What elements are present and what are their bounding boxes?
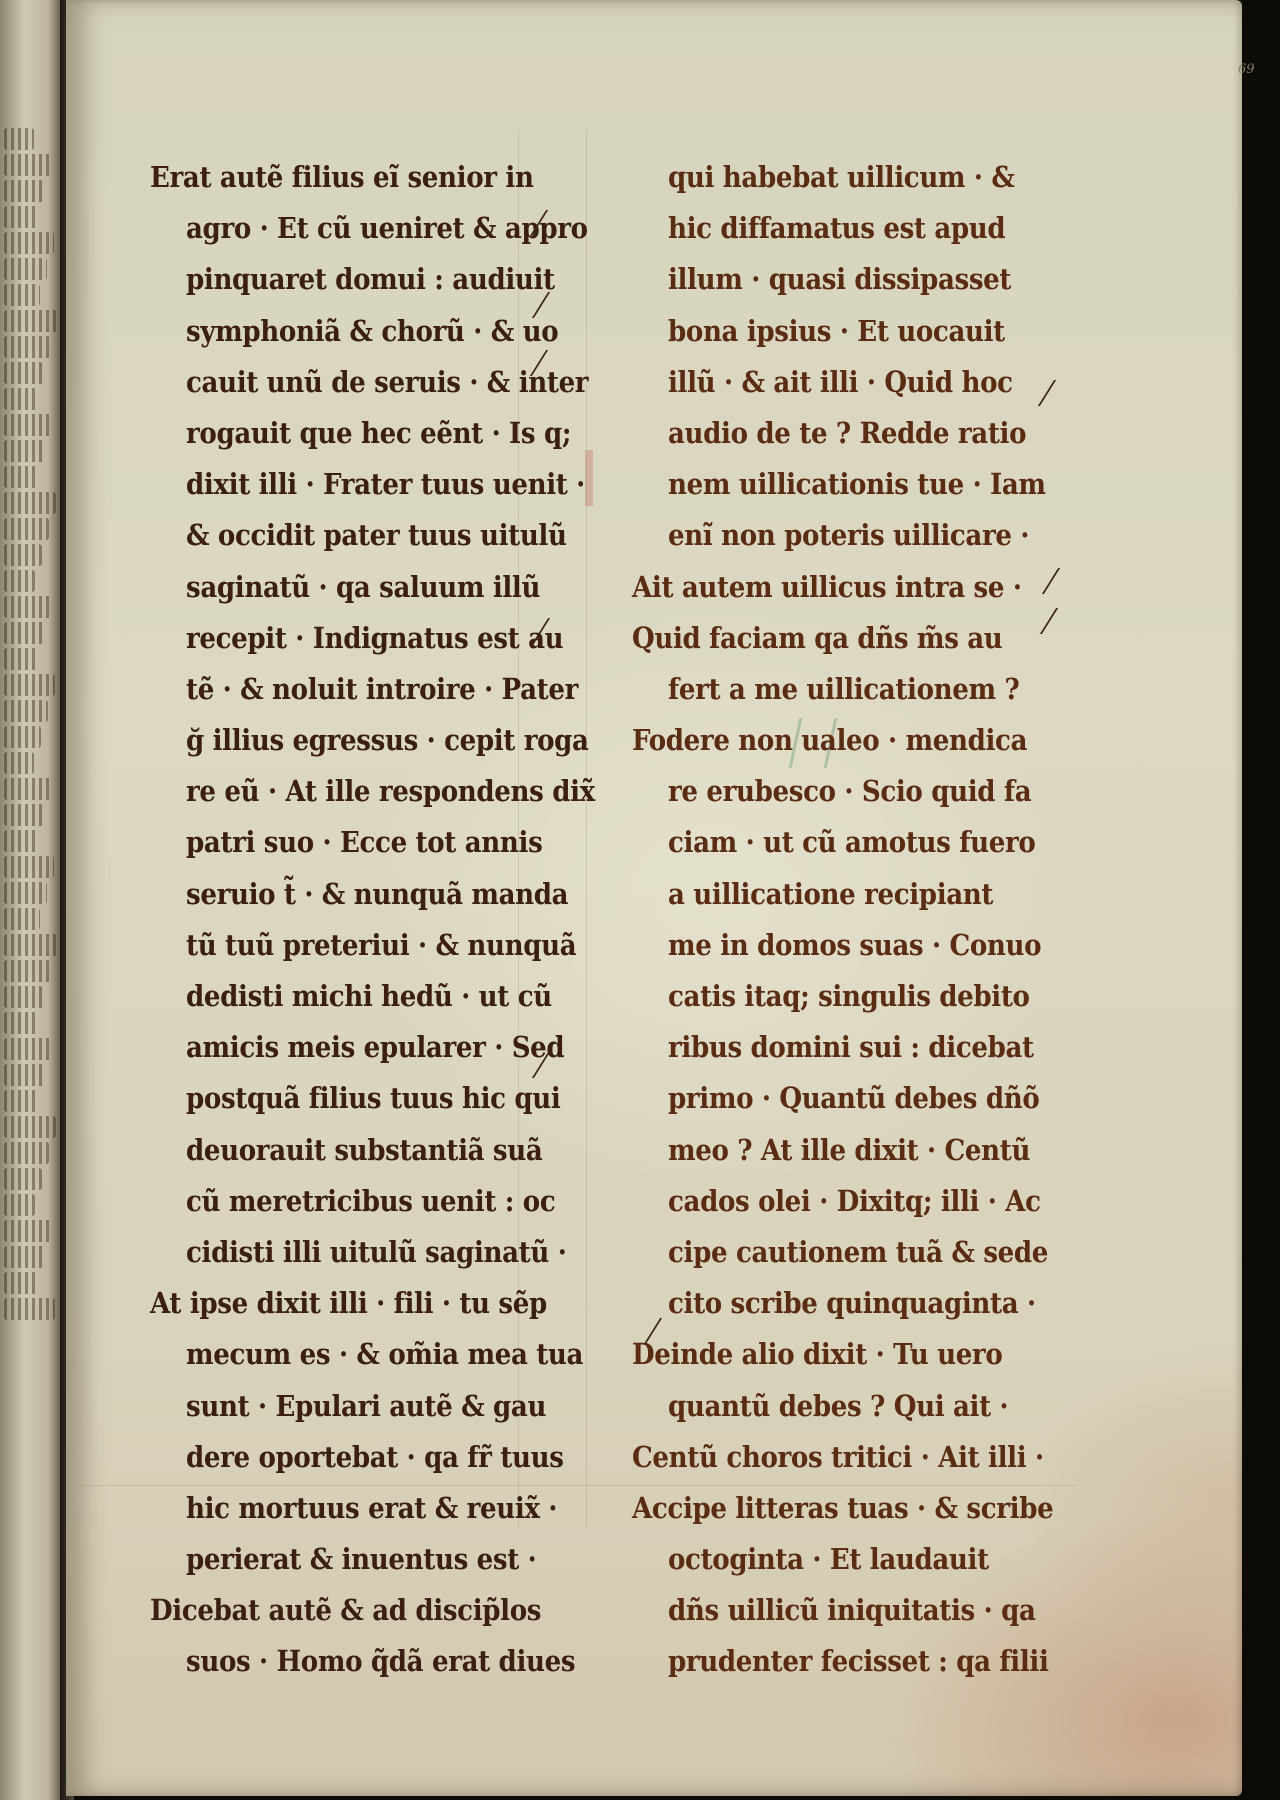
facing-page-text-fragment — [4, 206, 37, 228]
facing-page-text-fragment — [4, 388, 36, 410]
facing-page-text-fragment — [4, 284, 40, 306]
text-line-content: octoginta · Et laudauit — [668, 1542, 989, 1577]
text-line-content: dedisti michi hedũ · ut cũ — [186, 979, 552, 1013]
facing-page-text-fragment — [4, 726, 41, 748]
text-line — [632, 869, 1052, 920]
text-line — [632, 1176, 1052, 1227]
text-line — [150, 1381, 570, 1432]
text-line — [632, 1073, 1052, 1124]
facing-page-text-fragment — [4, 414, 53, 436]
facing-page-text-fragment — [4, 752, 34, 774]
facing-page-text-fragment — [4, 232, 54, 254]
text-line-content: a uillicatione recipiant — [668, 876, 994, 911]
facing-page-text-fragment — [4, 492, 56, 514]
text-line-content: primo · Quantũ debes dñõ — [668, 1081, 1040, 1116]
text-line — [632, 715, 1052, 766]
facing-page-text-fragment — [4, 622, 45, 644]
text-line-content: ciam · ut cũ amotus fuero — [668, 825, 1036, 860]
text-line-content: deuorauit substantiã suã — [186, 1132, 543, 1167]
text-line — [632, 1636, 1052, 1687]
text-line — [632, 1227, 1052, 1278]
facing-page-text-fragment — [4, 154, 51, 176]
facing-page-text-fragment — [4, 1246, 45, 1268]
text-line-content: sunt · Epulari autẽ & gau — [186, 1388, 547, 1423]
facing-page-text-fragment — [4, 908, 40, 930]
text-line-content: & occidit pater tuus uitulũ — [186, 518, 567, 553]
text-line — [150, 306, 570, 357]
text-line-content: hic diffamatus est apud — [668, 211, 1006, 246]
text-line — [150, 817, 570, 868]
text-line-content: recepit · Indignatus est au — [186, 620, 564, 655]
text-line — [150, 1176, 570, 1227]
facing-page-text-fragment — [4, 466, 39, 488]
text-line-content: suos · Homo q̃dã erat diues — [186, 1644, 576, 1679]
text-line-content: catis itaq; singulis debito — [668, 979, 1030, 1013]
text-line-content: nem uillicationis tue · Iam — [668, 467, 1046, 502]
text-line — [150, 408, 570, 459]
text-line — [632, 1483, 1052, 1534]
text-line-content: illũ · & ait illi · Quid hoc — [668, 364, 1013, 399]
text-line — [632, 664, 1052, 715]
text-line — [150, 1073, 570, 1124]
text-line-content: dixit illi · Frater tuus uenit · — [186, 467, 585, 502]
text-line — [150, 715, 589, 766]
facing-page-text-fragment — [4, 128, 34, 150]
text-line — [150, 664, 578, 715]
text-line-content: Fodere non ualeo · mendica — [632, 723, 1028, 758]
text-line — [150, 1585, 570, 1636]
text-line-content: hic mortuus erat & reuix̃ · — [186, 1490, 558, 1525]
text-line — [150, 357, 589, 408]
facing-page-text-fragment — [4, 700, 48, 722]
text-line — [150, 1636, 576, 1687]
facing-page-text-fragment — [4, 1038, 53, 1060]
facing-page-text-fragment — [4, 804, 44, 826]
text-line-content: patri suo · Ecce tot annis — [186, 825, 543, 860]
text-line-content: perierat & inuentus est · — [186, 1542, 537, 1577]
text-line — [150, 1278, 570, 1329]
text-line — [150, 459, 585, 510]
text-line-content: Deinde alio dixit · Tu uero — [632, 1337, 1003, 1372]
facing-page-text-fragment — [4, 830, 37, 852]
text-line-content: cito scribe quinquaginta · — [668, 1286, 1036, 1321]
text-line-content: ribus domini sui : dicebat — [668, 1030, 1034, 1065]
text-line — [150, 1432, 570, 1483]
text-line-content: quantũ debes ? Qui ait · — [668, 1388, 1009, 1423]
text-line-content: Centũ choros tritici · Ait illi · — [632, 1439, 1044, 1474]
text-line-content: illum · quasi dissipasset — [668, 262, 1012, 297]
text-line — [150, 920, 577, 971]
facing-page-text-fragment — [4, 1116, 56, 1138]
text-line-content: re eũ · At ille respondens dix̃ — [186, 774, 595, 809]
manuscript-folio — [66, 0, 1255, 1796]
facing-page-text-fragment — [4, 570, 35, 592]
facing-page-text-fragment — [4, 310, 57, 332]
text-line — [632, 408, 1052, 459]
text-line-content: At ipse dixit illi · fili · tu sẽp — [150, 1286, 547, 1321]
facing-page-text-fragment — [4, 778, 51, 800]
facing-page-text-fragment — [4, 986, 43, 1008]
text-line — [632, 1278, 1052, 1329]
text-line — [632, 1125, 1052, 1176]
text-line-content: audio de te ? Redde ratio — [668, 415, 1027, 450]
ruling-line — [586, 130, 587, 1530]
text-line — [150, 510, 570, 561]
facing-page-text-fragment — [4, 1272, 38, 1294]
text-line — [632, 1432, 1052, 1483]
facing-page-edge — [0, 0, 60, 1800]
facing-page-text-fragment — [4, 544, 42, 566]
text-line-content: cũ meretricibus uenit : oc — [186, 1183, 556, 1218]
text-line — [632, 613, 1052, 664]
text-line-content: amicis meis epularer · Sed — [186, 1030, 565, 1065]
text-line-content: dñs uillicũ iniquitatis · qa — [668, 1593, 1036, 1628]
text-line-content: seruio t̃ · & nunquã manda — [186, 876, 569, 911]
text-line — [632, 562, 1052, 613]
facing-page-text-fragment — [4, 1012, 36, 1034]
text-line-content: dere oportebat · qa fr̃ tuus — [186, 1439, 564, 1474]
folio-number: 69 — [1238, 62, 1255, 77]
text-line-content: postquã filius tuus hic qui — [186, 1081, 561, 1116]
text-line-content: cauit unũ de seruis · & inter — [186, 364, 589, 399]
facing-page-text-fragment — [4, 518, 49, 540]
text-line-content: enĩ non poteris uillicare · — [668, 518, 1030, 553]
text-line — [150, 1227, 570, 1278]
text-line — [632, 254, 1052, 305]
text-line — [632, 1329, 1052, 1380]
facing-page-text-fragment — [4, 1064, 46, 1086]
facing-page-text-fragment — [4, 1090, 39, 1112]
facing-page-text-fragment — [4, 362, 43, 384]
facing-page-text-fragment — [4, 856, 54, 878]
text-line-content: tẽ · & noluit introire · Pater — [186, 671, 578, 706]
text-line-content: cipe cautionem tuã & sede — [668, 1234, 1049, 1269]
facing-page-text-fragment — [4, 648, 38, 670]
text-line-content: me in domos suas · Conuo — [668, 927, 1042, 962]
text-line-content: re erubesco · Scio quid fa — [668, 774, 1032, 809]
text-line-content: bona ipsius · Et uocauit — [668, 313, 1005, 348]
text-line — [632, 203, 1052, 254]
text-line — [632, 920, 1052, 971]
text-line — [150, 766, 595, 817]
text-line-content: meo ? At ille dixit · Centũ — [668, 1132, 1031, 1167]
text-line — [150, 152, 570, 203]
text-column-left — [150, 152, 595, 1688]
text-line — [150, 971, 570, 1022]
text-line — [632, 1381, 1052, 1432]
text-line — [632, 971, 1052, 1022]
text-line — [632, 817, 1052, 868]
text-line-content: ğ illius egressus · cepit roga — [186, 723, 589, 758]
text-line-content: mecum es · & om̃ia mea tua — [186, 1337, 584, 1372]
text-line — [150, 1022, 570, 1073]
text-line-content: tũ tuũ preteriui · & nunquã — [186, 927, 577, 962]
text-line-content: agro · Et cũ ueniret & appro — [186, 211, 588, 246]
facing-page-text-fragment — [4, 1298, 55, 1320]
facing-page-text-fragment — [4, 674, 55, 696]
text-line-content: qui habebat uillicum · & — [668, 160, 1015, 194]
facing-page-text-fragment — [4, 934, 57, 956]
facing-page-text-fragment — [4, 1220, 52, 1242]
faded-rubric-mark — [585, 450, 593, 506]
text-line — [632, 1022, 1052, 1073]
text-line — [150, 1534, 570, 1585]
text-line — [632, 1585, 1052, 1636]
text-line-content: Accipe litteras tuas · & scribe — [632, 1490, 1054, 1525]
facing-page-text-fragment — [4, 180, 44, 202]
text-line — [150, 1483, 570, 1534]
facing-page-text-fragment — [4, 258, 47, 280]
text-line — [632, 1534, 1052, 1585]
text-line — [150, 613, 570, 664]
facing-page-text-fragment — [4, 882, 47, 904]
facing-page-text-fragment — [4, 1194, 35, 1216]
text-line — [632, 459, 1052, 510]
text-line — [150, 1329, 584, 1380]
facing-page-text-fragment — [4, 440, 46, 462]
text-line-content: saginatũ · qa saluum illũ — [186, 569, 541, 604]
facing-page-text-fragment — [4, 336, 50, 358]
facing-page-text-fragment — [4, 960, 50, 982]
text-line-content: cados olei · Dixitq; illi · Ac — [668, 1183, 1041, 1218]
text-line-content: Quid faciam qa dñs m̃s au — [632, 620, 1003, 655]
facing-page-text-fragment — [4, 596, 52, 618]
text-line-content: Erat autẽ filius eı̃ senior in — [150, 160, 534, 194]
text-line-content: pinquaret domui : audiuit — [186, 262, 555, 297]
text-line-content: Dicebat autẽ & ad discip̃los — [150, 1593, 542, 1628]
text-line-content: fert a me uillicationem ? — [668, 671, 1020, 706]
text-column-right — [632, 152, 1052, 1688]
text-line — [632, 152, 1052, 203]
text-line — [632, 766, 1052, 817]
text-line-content: Ait autem uillicus intra se · — [632, 569, 1022, 604]
facing-page-text-fragment — [4, 1168, 42, 1190]
text-line — [150, 1125, 570, 1176]
facing-page-text-fragment — [4, 1142, 49, 1164]
text-line — [150, 869, 570, 920]
text-line — [632, 306, 1052, 357]
text-line — [150, 562, 570, 613]
text-line-content: symphoniã & chorũ · & uo — [186, 313, 559, 348]
text-line-content: prudenter fecisset : qa filii — [668, 1644, 1049, 1679]
text-line — [150, 254, 570, 305]
text-line-content: cidisti illi uitulũ saginatũ · — [186, 1234, 567, 1269]
text-line — [150, 203, 588, 254]
text-line-content: rogauit que hec eẽnt · Is q; — [186, 415, 572, 450]
text-line — [632, 510, 1052, 561]
text-line — [632, 357, 1052, 408]
